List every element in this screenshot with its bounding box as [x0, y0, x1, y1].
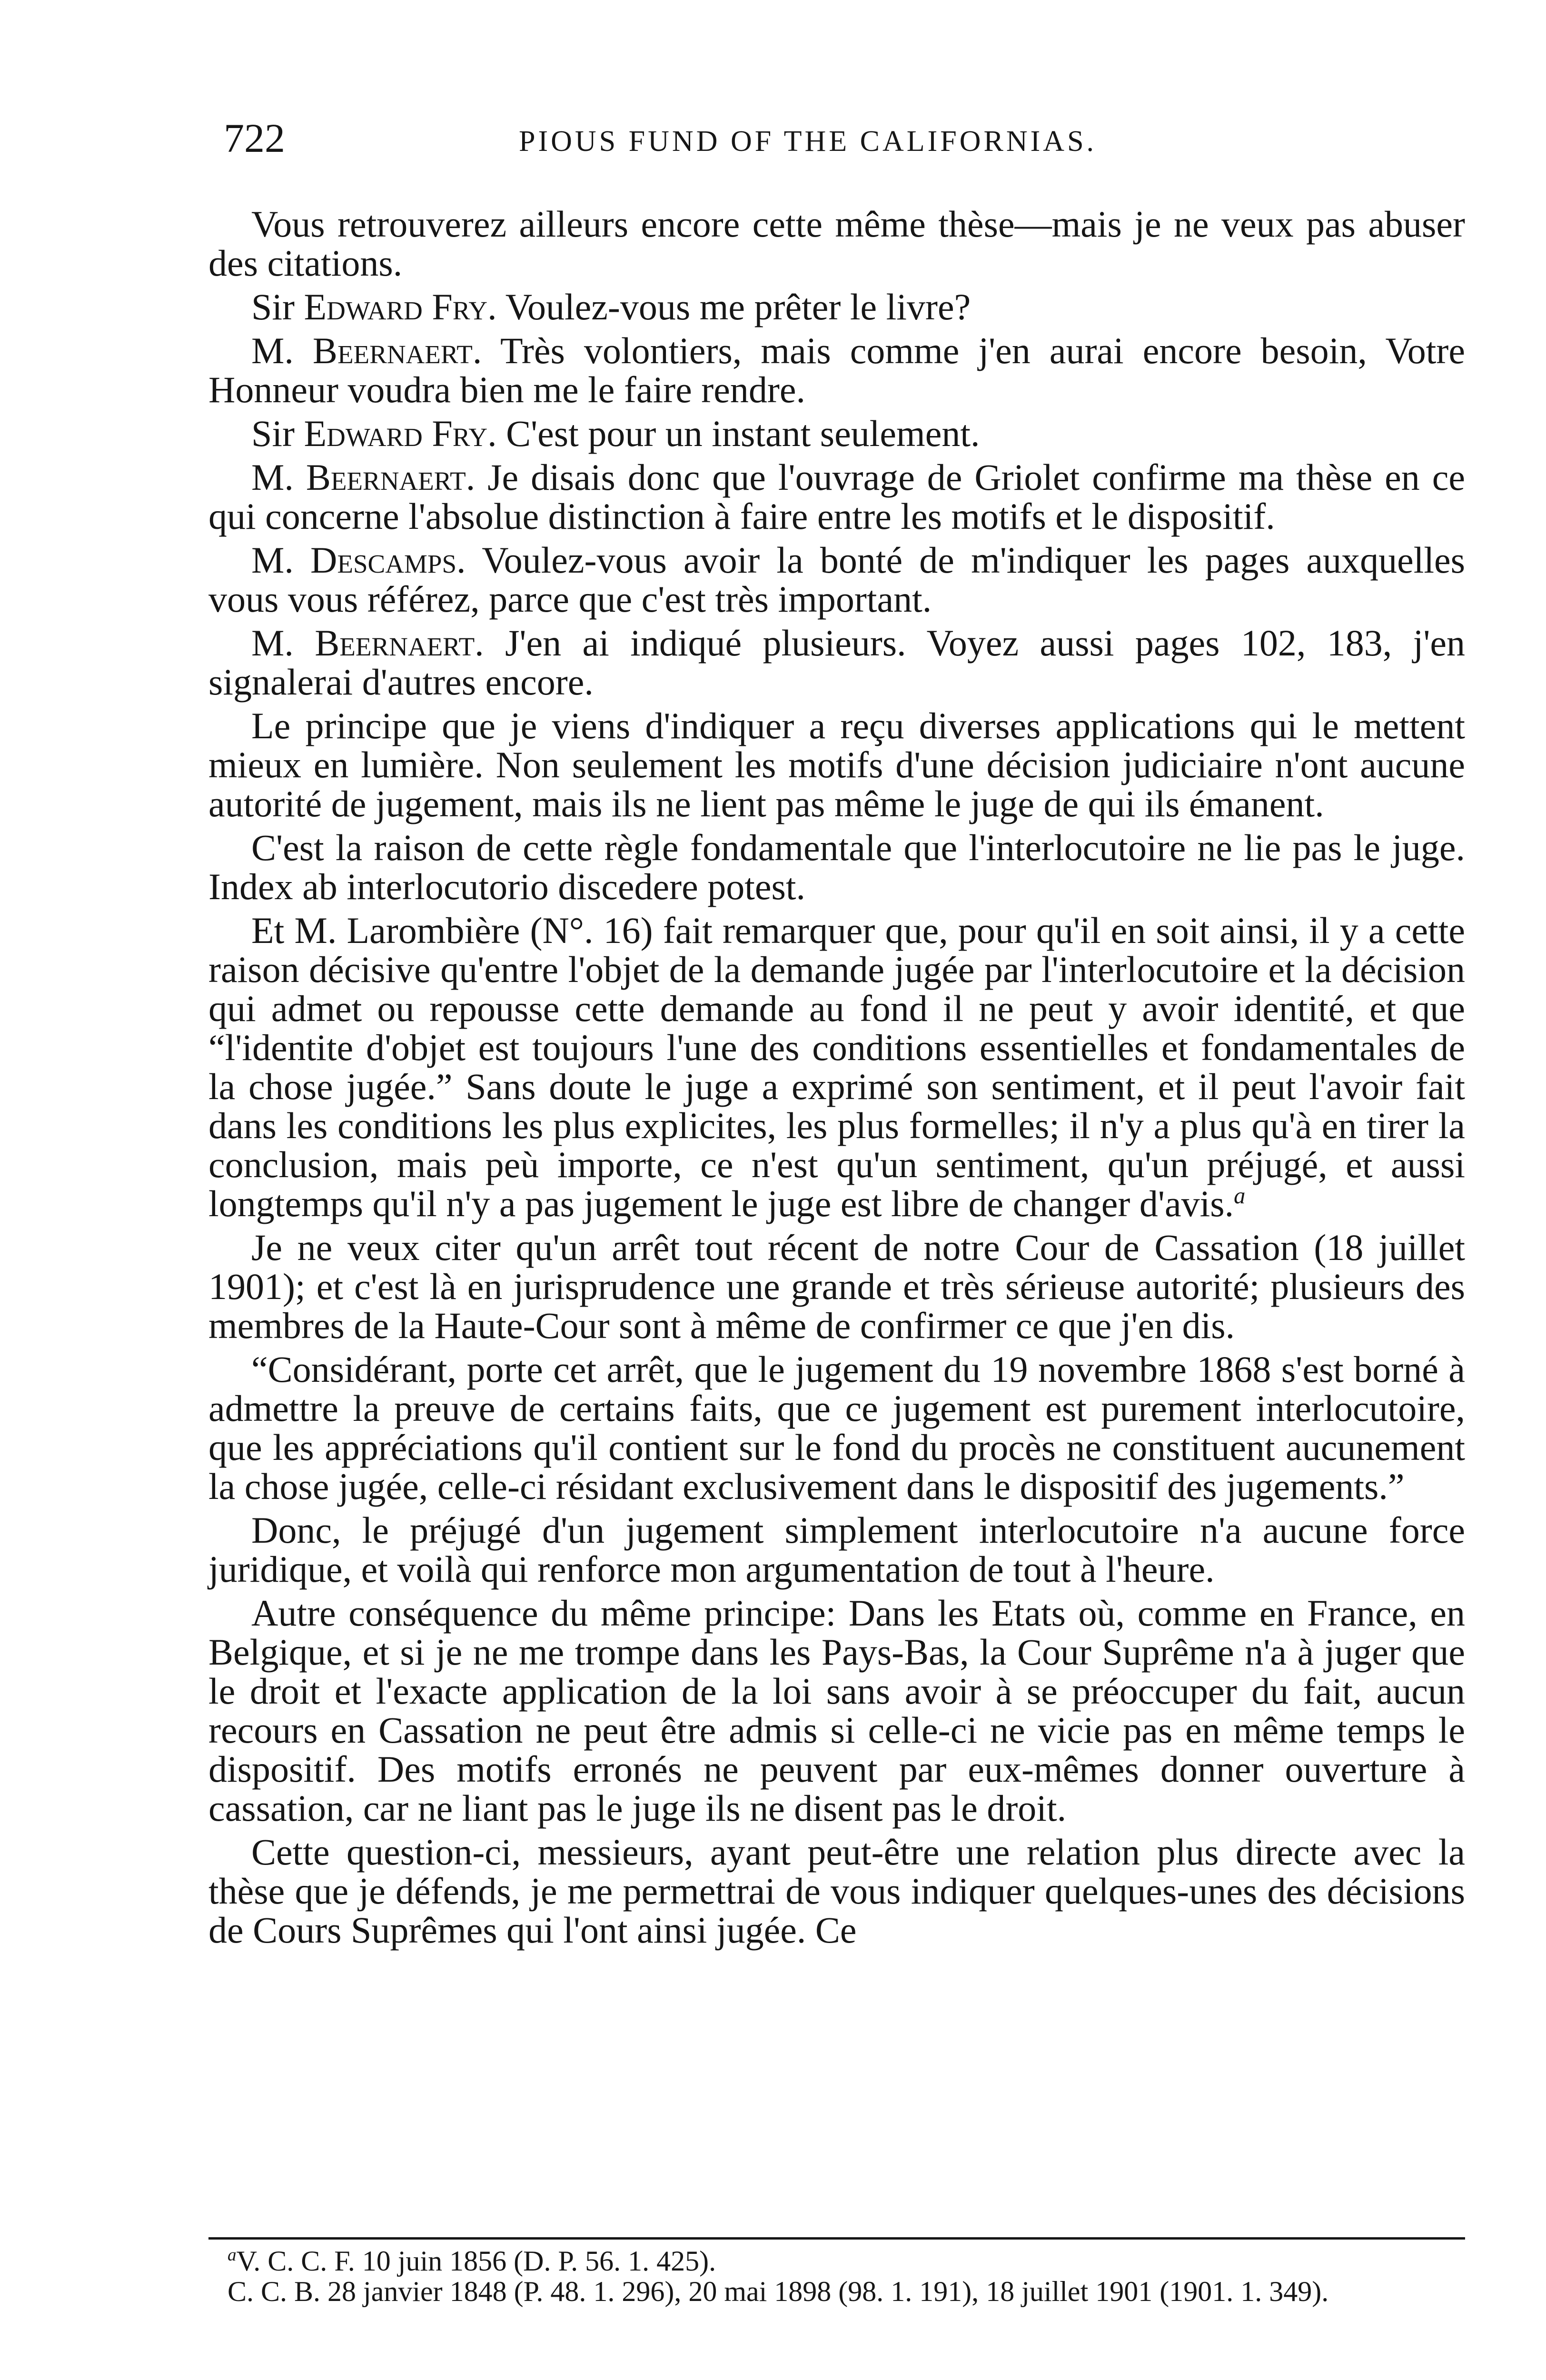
quotation-paragraph — [208, 1350, 1465, 1506]
page-number: 722 — [224, 115, 285, 161]
speaker-name: Edward Fry. — [304, 413, 497, 454]
paragraph-text: Cette question-ci, messieurs, ayant peut-être une relation plus directe avec la thèse que je défends, je me permettrai de vous indiquer quelques-unes des décisions de Cours Suprêmes qui l'ont ainsi jugée. Ce — [208, 1831, 1465, 1951]
footnote — [208, 2246, 1465, 2276]
main-text — [208, 205, 1465, 1954]
speaker-title: Sir — [251, 286, 295, 327]
paragraph-text: J'en ai indiqué plusieurs. Voyez aussi pages 102, 183, j'en signalerai d'autres encore. — [208, 622, 1465, 703]
paragraph — [208, 911, 1465, 1223]
paragraph-text: Le principe que je viens d'indiquer a reçu diverses applications qui le mettent mieux en lumière. Non seulement les motifs d'une décision judiciaire n'ont aucune autorité de jugement, mais ils ne lient pas même le juge de qui ils émanent. — [208, 705, 1465, 824]
paragraph — [208, 1511, 1465, 1589]
footnote-marker: a — [228, 2245, 237, 2265]
dialogue-paragraph — [208, 414, 1465, 453]
dialogue-paragraph — [208, 331, 1465, 409]
paragraph-text: Je ne veux citer qu'un arrêt tout récent de notre Cour de Cassation (18 juillet 1901); et c'est là en jurisprudence une grande et très sérieuse autorité; plusieurs des membres de la Haute-Cour sont à même de confirmer ce que j'en dis. — [208, 1227, 1465, 1346]
footnote — [208, 2276, 1465, 2307]
speaker-title: M. — [251, 456, 294, 498]
paragraph-text: Voulez-vous me prêter le livre? — [505, 286, 971, 327]
paragraph-text: Je disais donc que l'ouvrage de Griolet confirme ma thèse en ce qui concerne l'absolue distinction à faire entre les motifs et le dispositif. — [208, 456, 1465, 537]
paragraph-text: Très volontiers, mais comme j'en aurai encore besoin, Votre Honneur voudra bien me le faire rendre. — [208, 330, 1466, 410]
paragraph-text: C'est la raison de cette règle fondamentale que l'interlocutoire ne lie pas le juge. Index ab interlocutorio discedere potest. — [208, 827, 1465, 907]
footnotes — [208, 2246, 1465, 2307]
paragraph-text: C'est pour un instant seulement. — [506, 413, 980, 454]
speaker-title: M. — [251, 330, 294, 371]
paragraph-text: Autre conséquence du même principe: Dans les Etats où, comme en France, en Belgique, et si je ne me trompe dans les Pays-Bas, la Cour Suprême n'a à juger que le droit et l'exacte application de la loi sans avoir à se préoccuper du fait, aucun recours en Cassation ne peut être admis si celle-ci ne vicie pas en même temps le dispositif. Des motifs erronés ne peuvent par eux-mêmes donner ouverture à cassation, car ne liant pas le juge ils ne disent pas le droit. — [208, 1592, 1465, 1829]
footnote-divider — [208, 2237, 1465, 2240]
paragraph — [208, 828, 1465, 906]
speaker-title: M. — [251, 622, 294, 664]
speaker-title: Sir — [251, 413, 295, 454]
dialogue-paragraph — [208, 288, 1465, 327]
paragraph — [208, 1228, 1465, 1345]
paragraph — [208, 706, 1465, 823]
paragraph-text: Donc, le préjugé d'un jugement simplement interlocutoire n'a aucune force juridique, et voilà qui renforce mon argumentation de tout à l'heure. — [208, 1509, 1465, 1590]
footnote-marker: a — [1234, 1183, 1246, 1209]
dialogue-paragraph — [208, 541, 1465, 619]
paragraph-text: Vous retrouverez ailleurs encore cette même thèse—mais je ne veux pas abuser des citations. — [208, 203, 1465, 284]
paragraph-text: “Considérant, porte cet arrêt, que le jugement du 19 novembre 1868 s'est borné à admettre la preuve de certains faits, que ce jugement est purement interlocutoire, que les appréciations qu'il contient sur le fond du procès ne constituent aucunement la chose jugée, celle-ci résidant exclusivement dans le dispositif des jugements.” — [208, 1349, 1465, 1507]
speaker-name: Beernaert. — [306, 456, 476, 498]
speaker-name: Beernaert. — [312, 330, 482, 371]
speaker-name: Beernaert. — [315, 622, 484, 664]
paragraph — [208, 205, 1465, 283]
paragraph — [208, 1833, 1465, 1950]
dialogue-paragraph — [208, 624, 1465, 702]
speaker-name: Descamps. — [310, 539, 466, 581]
paragraph-text: Voulez-vous avoir la bonté de m'indiquer les pages auxquelles vous vous référez, parce que c'est très important. — [208, 539, 1466, 620]
dialogue-paragraph — [208, 458, 1465, 536]
speaker-title: M. — [251, 539, 294, 581]
paragraph — [208, 1594, 1465, 1828]
page-header — [224, 114, 1471, 171]
running-title: PIOUS FUND OF THE CALIFORNIAS. — [519, 125, 1097, 158]
footnote-text: V. C. C. F. 10 juin 1856 (D. P. 56. 1. 425). — [236, 2245, 716, 2277]
speaker-name: Edward Fry. — [304, 286, 497, 327]
paragraph-text: Et M. Larombière (N°. 16) fait remarquer que, pour qu'il en soit ainsi, il y a cette raison décisive qu'entre l'objet de la demande jugée par l'interlocutoire et la décision qui admet ou repousse cette demande au fond il ne peut y avoir identité, et que “l'identite d'objet est toujours l'une des conditions essentielles et fondamentales de la chose jugée.” Sans doute le juge a exprimé son sentiment, et il peut l'avoir fait dans les conditions les plus explicites, les plus formelles; il n'y a plus qu'à en tirer la conclusion, mais peù importe, ce n'est qu'un sentiment, qu'un préjugé, et aussi longtemps qu'il n'y a pas jugement le juge est libre de changer d'avis. — [208, 910, 1465, 1224]
footnote-text: C. C. B. 28 janvier 1848 (P. 48. 1. 296), 20 mai 1898 (98. 1. 191), 18 juillet 1901 (1901. 1. 349). — [228, 2276, 1329, 2307]
